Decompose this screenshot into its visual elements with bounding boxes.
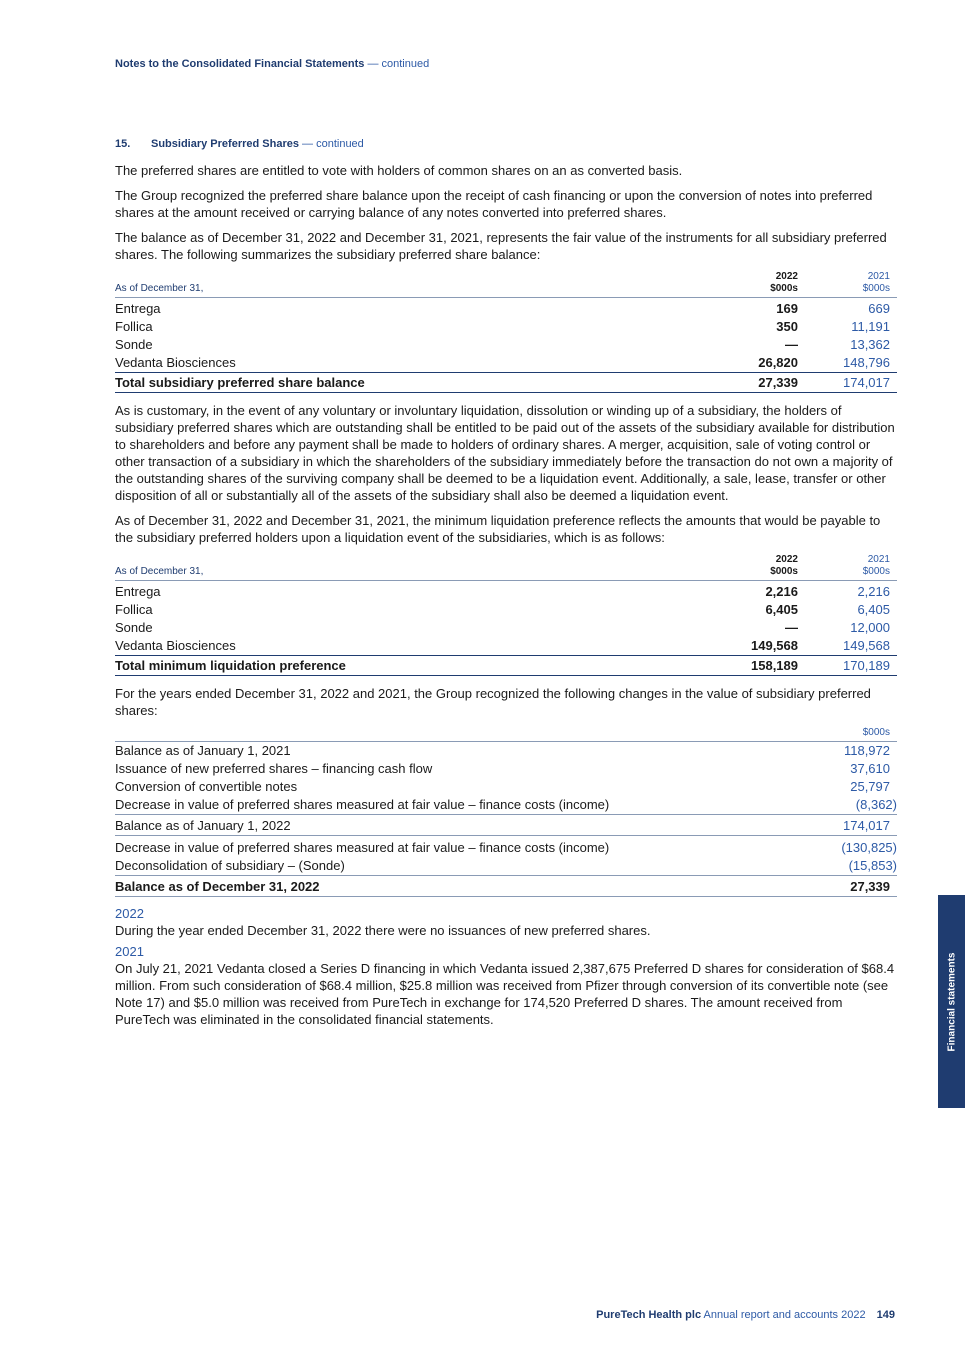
value-2022: 350	[776, 319, 798, 334]
row-label: Vedanta Biosciences	[115, 355, 236, 370]
row-label: Balance as of January 1, 2022	[115, 815, 777, 836]
table-subtotal-row	[115, 815, 897, 836]
row-label: Sonde	[115, 620, 153, 635]
column-2022-unit: $000s	[770, 566, 798, 577]
value-changes-table	[115, 727, 897, 897]
column-2021-header	[805, 271, 897, 298]
paragraph-voting: The preferred shares are entitled to vote with holders of common shares on an as converted basis.	[115, 163, 683, 178]
total-label: Total subsidiary preferred share balance	[115, 373, 705, 393]
table-row	[115, 601, 897, 619]
row-amount: (15,853)	[848, 857, 897, 873]
table-row	[115, 619, 897, 637]
paragraph-liquidation: As is customary, in the event of any voluntary or involuntary liquidation, dissolution or winding up of a subsidiary, the holders of subsidiary preferred shares which are outstanding shall be entitled to be paid out of the assets of the subsidiary available for distribution to shareholders and before any payment shall be made to holders of ordinary shares. A merger, acquisition, sale of voting control or other transaction of a subsidiary in which the shareholders of the subsidiary immediately before the transaction do not own a majority of the outstanding shares of the surviving company shall be deemed to be a liquidation event. Additionally, a sale, lease, transfer or other disposition of all or substantially all of the assets of the subsidiary shall also be deemed a liquidation event.	[115, 403, 895, 503]
column-2021-unit: $000s	[862, 283, 890, 294]
row-amount: 25,797	[850, 779, 890, 794]
row-label: Conversion of convertible notes	[115, 779, 298, 794]
column-2022-header	[705, 554, 805, 581]
table-row	[115, 836, 897, 857]
table-row	[115, 336, 897, 354]
row-label: Vedanta Biosciences	[115, 638, 236, 653]
row-label: Follica	[115, 319, 153, 334]
section-heading	[115, 136, 897, 153]
section-number: 15.	[115, 138, 131, 150]
table-row	[115, 778, 897, 796]
column-2022-year: 2022	[775, 271, 798, 282]
footer-report-title: Annual report and accounts 2022	[703, 1309, 866, 1321]
value-2022: 26,820	[758, 355, 798, 370]
table-header-row	[115, 727, 897, 742]
side-tab-label: Financial statements	[946, 952, 957, 1051]
column-2021-unit: $000s	[862, 566, 890, 577]
paragraph-minimum-preference: As of December 31, 2022 and December 31, 2021, the minimum liquidation preference reflects the amounts that would be payable to the subsidiary preferred holders upon a liquidation event of the subsidiaries, which is as follows:	[115, 513, 881, 545]
year-2021-text: On July 21, 2021 Vedanta closed a Series D financing in which Vedanta issued 2,387,675 Preferred D shares for consideration of $68.4 million. From such consideration of $68.4 million, $25.8 million was received from Pfizer through conversion of its convertible note (see Note 17) and $5.0 million was received from PureTech in exchange for 174,520 Preferred D shares. The amount received from PureTech was eliminated in the consolidated financial statements.	[115, 960, 895, 1027]
row-label: Follica	[115, 602, 153, 617]
table-row	[115, 318, 897, 336]
total-label: Balance as of December 31, 2022	[115, 875, 777, 896]
column-unit-header: $000s	[777, 727, 897, 742]
table-row	[115, 760, 897, 778]
value-2021: 11,191	[851, 319, 890, 334]
section-title: Subsidiary Preferred Shares	[151, 138, 299, 150]
table-row	[115, 637, 897, 656]
column-2022-year: 2022	[775, 554, 798, 565]
table-row	[115, 857, 897, 876]
table-row	[115, 742, 897, 761]
column-2021-header	[805, 554, 897, 581]
total-amount: 27,339	[777, 875, 897, 896]
row-label: Decrease in value of preferred shares measured at fair value – finance costs (income)	[115, 797, 610, 812]
row-amount: (8,362)	[855, 797, 897, 812]
running-header-suffix: — continued	[367, 58, 430, 70]
value-2021: 13,362	[850, 337, 890, 352]
row-label: Issuance of new preferred shares – financing cash flow	[115, 761, 433, 776]
table-header-row	[115, 271, 897, 298]
column-2022-header	[705, 271, 805, 298]
value-2021: 6,405	[857, 602, 890, 617]
page-number: 149	[876, 1309, 895, 1321]
row-label: Balance as of January 1, 2021	[115, 743, 291, 758]
table-row	[115, 796, 897, 815]
total-label: Total minimum liquidation preference	[115, 656, 705, 676]
value-2022: 6,405	[765, 602, 798, 617]
column-label-header: As of December 31,	[115, 554, 705, 581]
value-2022: 169	[776, 301, 798, 316]
value-2022: —	[785, 337, 798, 352]
table-row	[115, 354, 897, 373]
column-label-header	[115, 727, 777, 742]
column-2022-unit: $000s	[770, 283, 798, 294]
value-2021: 669	[868, 301, 890, 316]
total-2022: 158,189	[705, 656, 805, 676]
value-2022: 2,216	[765, 584, 798, 599]
section-side-tab[interactable]	[938, 895, 965, 1108]
total-2022: 27,339	[705, 373, 805, 393]
table-header-row	[115, 554, 897, 581]
row-amount: 37,610	[850, 761, 890, 776]
year-2022-text: During the year ended December 31, 2022 there were no issuances of new preferred shares.	[115, 922, 651, 938]
table-total-row	[115, 373, 897, 393]
row-amount: 118,972	[843, 743, 890, 758]
row-label: Decrease in value of preferred shares measured at fair value – finance costs (income)	[115, 836, 777, 857]
total-2021: 174,017	[805, 373, 897, 393]
value-2021: 2,216	[857, 584, 890, 599]
row-label: Entrega	[115, 301, 161, 316]
value-2021: 12,000	[850, 620, 890, 635]
table-total-row	[115, 875, 897, 896]
value-2021: 148,796	[843, 355, 890, 370]
running-header	[115, 58, 429, 70]
value-2022: —	[785, 620, 798, 635]
row-amount: 174,017	[777, 815, 897, 836]
year-2021-heading: 2021	[115, 943, 144, 959]
total-2021: 170,189	[805, 656, 897, 676]
running-header-title: Notes to the Consolidated Financial Statements	[115, 58, 365, 70]
year-2022-heading: 2022	[115, 905, 144, 921]
page-content	[115, 136, 897, 1032]
column-label-header: As of December 31,	[115, 271, 705, 298]
section-suffix: — continued	[302, 138, 364, 150]
paragraph-fair-value: The balance as of December 31, 2022 and December 31, 2021, represents the fair value of the instruments for all subsidiary preferred shares. The following summarizes the subsidiary preferred share balance:	[115, 230, 887, 262]
row-amount: (130,825)	[777, 836, 897, 857]
page-footer	[596, 1309, 895, 1321]
table-total-row	[115, 656, 897, 676]
value-2021: 149,568	[843, 638, 890, 653]
liquidation-preference-table	[115, 554, 897, 676]
paragraph-changes: For the years ended December 31, 2022 and 2021, the Group recognized the following changes in the value of subsidiary preferred shares:	[115, 686, 871, 718]
table-row	[115, 581, 897, 602]
row-label: Deconsolidation of subsidiary – (Sonde)	[115, 857, 345, 873]
table-row	[115, 298, 897, 319]
footer-company: PureTech Health plc	[596, 1309, 702, 1321]
value-2022: 149,568	[751, 638, 798, 653]
row-label: Sonde	[115, 337, 153, 352]
column-2021-year: 2021	[867, 554, 890, 565]
column-2021-year: 2021	[867, 271, 890, 282]
row-label: Entrega	[115, 584, 161, 599]
paragraph-recognition: The Group recognized the preferred share balance upon the receipt of cash financing or upon the conversion of notes into preferred shares at the amount received or carrying balance of any notes converted into preferred shares.	[115, 188, 873, 220]
preferred-share-balance-table	[115, 271, 897, 393]
